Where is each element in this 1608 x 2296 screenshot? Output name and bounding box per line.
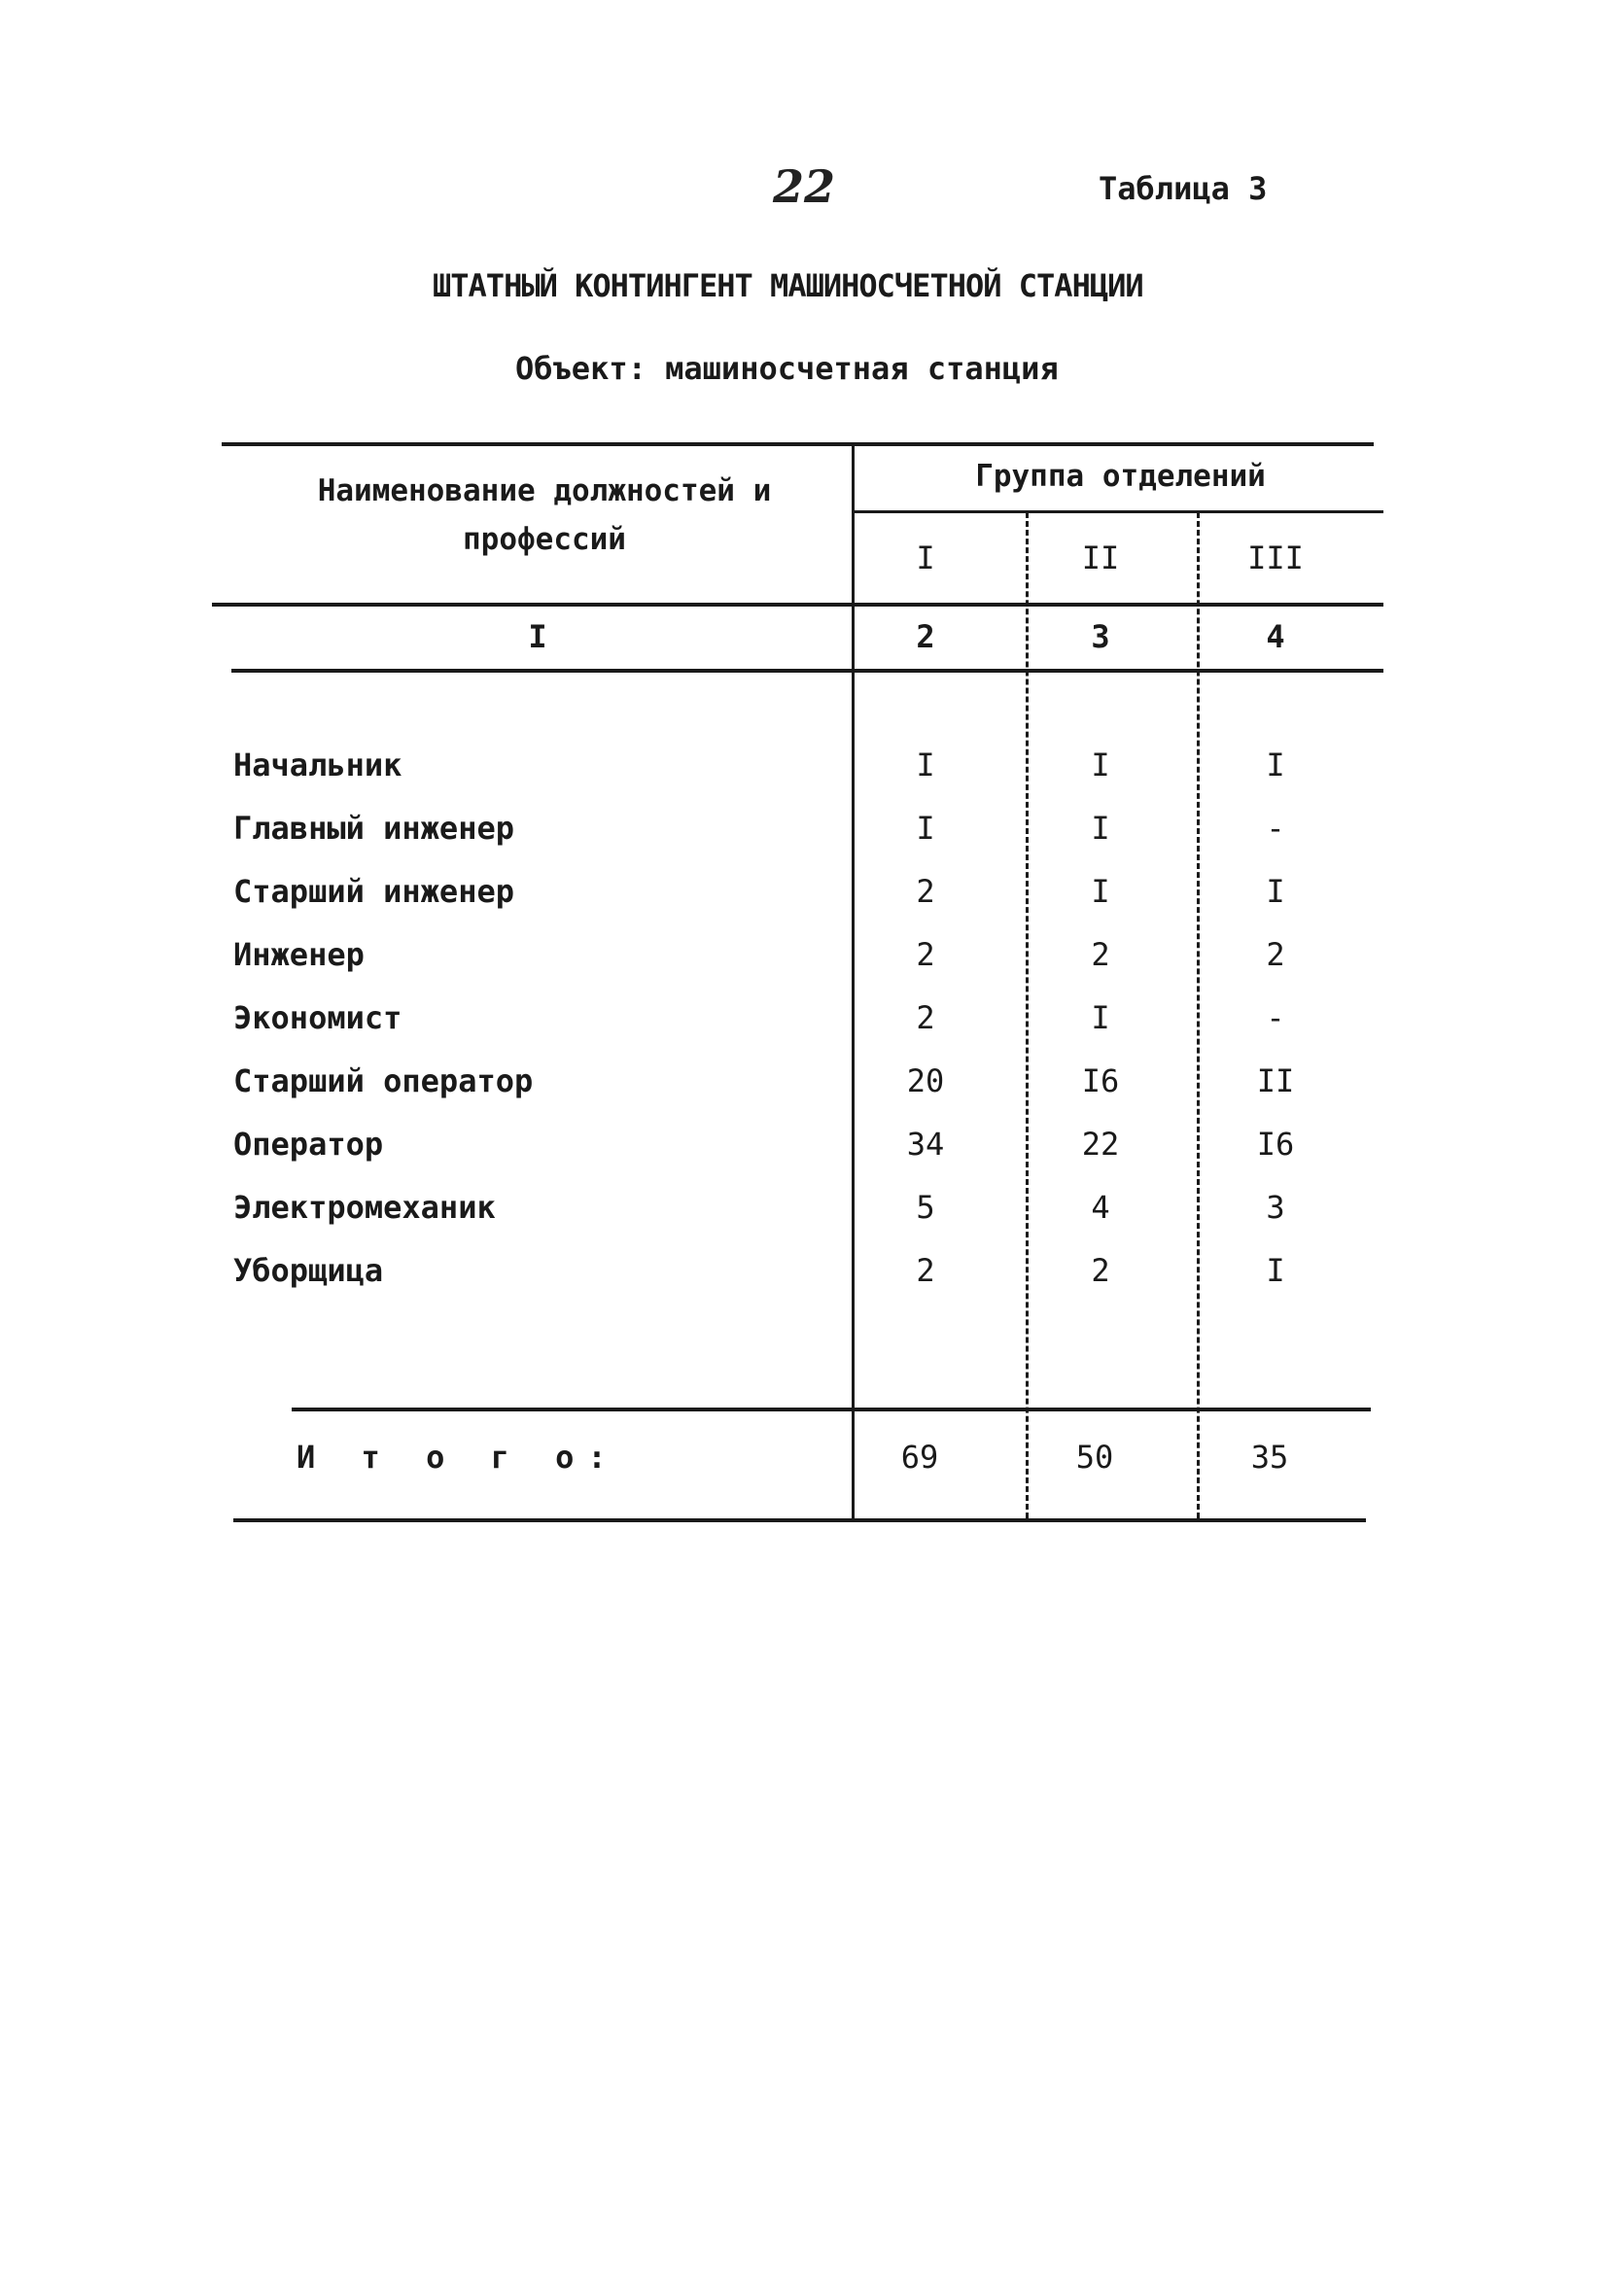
name-column-divider — [852, 444, 855, 1518]
group-header: Группа отделений — [975, 459, 1266, 494]
row-value: 2 — [916, 1252, 935, 1289]
row-value: II — [1256, 1062, 1295, 1099]
row-value: I — [916, 747, 935, 783]
total-value: 69 — [900, 1439, 939, 1476]
column-number: 3 — [1091, 618, 1110, 655]
row-value: I — [1266, 1252, 1285, 1289]
column-number: 2 — [916, 618, 935, 655]
document-title: ШТАТНЫЙ КОНТИНГЕНТ МАШИНОСЧЕТНОЙ СТАНЦИИ — [433, 267, 1143, 304]
row-name: Электромеханик — [233, 1189, 496, 1226]
group-1-divider — [1026, 512, 1029, 1518]
row-value: 2 — [916, 999, 935, 1036]
row-value: I — [1266, 747, 1285, 783]
row-value: 2 — [1266, 936, 1285, 973]
row-value: 5 — [916, 1189, 935, 1226]
column-number: I — [528, 618, 547, 655]
row-value: 2 — [916, 936, 935, 973]
row-value: I6 — [1081, 1062, 1120, 1099]
row-value: I6 — [1256, 1126, 1295, 1163]
row-value: 2 — [1091, 1252, 1110, 1289]
row-value: 34 — [906, 1126, 945, 1163]
row-value: I — [1091, 999, 1110, 1036]
group-column-header: I — [916, 539, 935, 576]
total-value: 50 — [1075, 1439, 1114, 1476]
row-value: - — [1266, 999, 1285, 1036]
group-header-rule — [854, 510, 1383, 513]
row-value: 20 — [906, 1062, 945, 1099]
row-name: Инженер — [233, 936, 365, 973]
page-number: 22 — [773, 160, 836, 213]
row-name: Начальник — [233, 747, 402, 783]
row-name: Старший оператор — [233, 1062, 534, 1099]
row-name: Главный инженер — [233, 810, 514, 847]
table-bottom-rule — [233, 1518, 1366, 1522]
row-value: I — [1266, 873, 1285, 910]
row-value: I — [916, 810, 935, 847]
total-top-rule — [292, 1408, 1371, 1411]
table-label: Таблица 3 — [1099, 170, 1268, 207]
row-value: 2 — [916, 873, 935, 910]
column-numbers-rule — [231, 669, 1383, 673]
row-value: I — [1091, 747, 1110, 783]
total-value: 35 — [1250, 1439, 1289, 1476]
row-value: - — [1266, 810, 1285, 847]
row-value: I — [1091, 810, 1110, 847]
document-subtitle: Объект: машиносчетная станция — [515, 350, 1059, 387]
name-column-header: Наименование должностей и профессий — [317, 473, 772, 557]
header-bottom-rule — [212, 603, 1383, 607]
row-name: Оператор — [233, 1126, 384, 1163]
row-value: 3 — [1266, 1189, 1285, 1226]
row-value: 2 — [1091, 936, 1110, 973]
group-2-divider — [1197, 512, 1200, 1518]
row-value: 22 — [1081, 1126, 1120, 1163]
row-value: 4 — [1091, 1189, 1110, 1226]
column-number: 4 — [1266, 618, 1285, 655]
total-label: И т о г о: — [297, 1439, 620, 1476]
row-name: Старший инженер — [233, 873, 514, 910]
group-column-header: II — [1081, 539, 1120, 576]
row-name: Экономист — [233, 999, 402, 1036]
row-value: I — [1091, 873, 1110, 910]
row-name: Уборщица — [233, 1252, 384, 1289]
table-top-rule — [222, 442, 1374, 446]
group-column-header: III — [1247, 539, 1304, 576]
